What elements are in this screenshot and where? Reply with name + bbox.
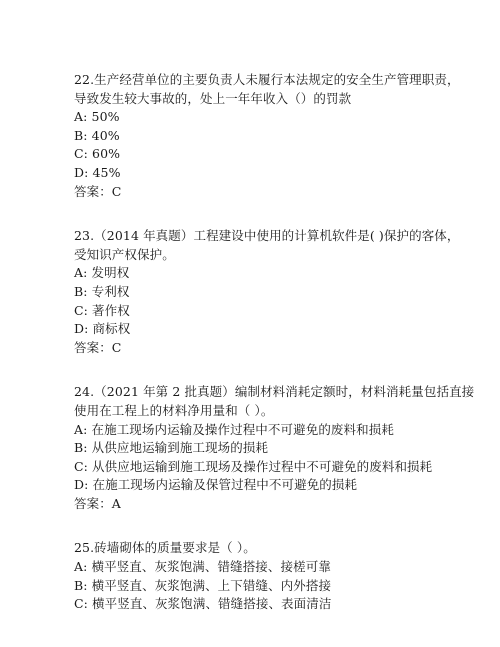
answer-line: 答案：C (74, 339, 122, 355)
option-d: D: 在施工现场内运输及保管过程中不可避免的损耗 (74, 477, 358, 493)
stem-line: 24.（2021 年第 2 批真题）编制材料消耗定额时，材料消耗量包括直接 (74, 384, 475, 400)
answer-line: 答案：A (74, 495, 121, 511)
question-stem (74, 383, 474, 420)
option-b: B: 从供应地运输到施工现场的损耗 (74, 440, 269, 456)
stem-line: 导致发生较大事故的，处上一年年收入（）的罚款 (74, 90, 352, 106)
option-a: A: 横平竖直、灰浆饱满、错缝搭接、接槎可靠 (74, 559, 331, 575)
question-24 (74, 383, 474, 513)
option-a: A: 50% (74, 109, 120, 125)
question-stem (74, 227, 474, 264)
question-25 (74, 539, 474, 613)
question-23 (74, 227, 474, 357)
option-b: B: 40% (74, 127, 120, 143)
answer-line: 答案：C (74, 183, 122, 199)
option-c: C: 从供应地运输到施工现场及操作过程中不可避免的废料和损耗 (74, 458, 433, 474)
stem-line: 使用在工程上的材料净用量和（ ）。 (74, 402, 274, 418)
option-a: A: 在施工现场内运输及操作过程中不可避免的废料和损耗 (74, 421, 394, 437)
option-c: C: 横平竖直、灰浆饱满、错缝搭接、表面清洁 (74, 596, 332, 612)
stem-line: 23.（2014 年真题）工程建设中使用的计算机软件是( )保护的客体， (74, 228, 460, 244)
option-b: B: 横平竖直、灰浆饱满、上下错缝、内外搭接 (74, 577, 332, 593)
stem-line: 25.砖墙砌体的质量要求是（ ）。 (74, 540, 256, 556)
option-c: C: 60% (74, 146, 121, 162)
stem-line: 受知识产权保护。 (74, 246, 175, 262)
option-c: C: 著作权 (74, 302, 130, 318)
document-page (74, 71, 474, 614)
option-a: A: 发明权 (74, 265, 130, 281)
option-d: D: 商标权 (74, 321, 131, 337)
stem-line: 22.生产经营单位的主要负责人未履行本法规定的安全生产管理职责， (74, 72, 460, 87)
question-stem (74, 71, 474, 108)
option-b: B: 专利权 (74, 283, 130, 299)
question-stem (74, 539, 474, 558)
option-d: D: 45% (74, 164, 121, 180)
question-22 (74, 71, 474, 201)
